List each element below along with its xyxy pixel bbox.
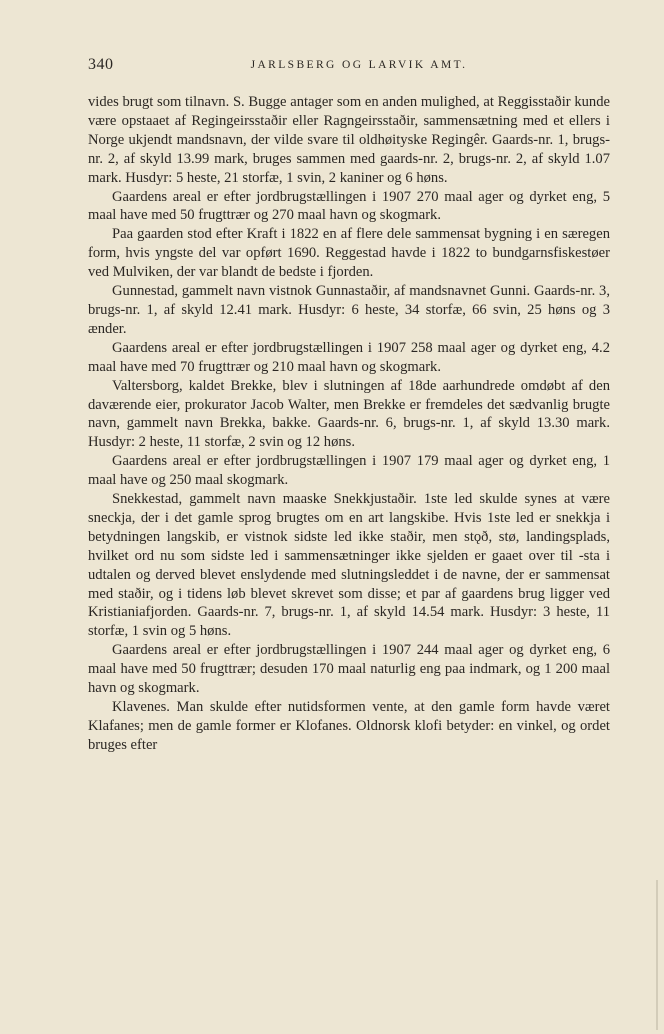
paragraph-snekkestad-area: Gaardens areal er efter jordbrugstællingen i 1907 244 maal ager og dyrket eng, 6 maal have med 50 frugttrær; desuden 170 maal naturlig eng paa indmark, og 1 200 maal havn og skogmark. xyxy=(88,642,610,697)
paragraph-reggestad-area: Gaardens areal er efter jordbrugstællingen i 1907 270 maal ager og dyrket eng, 5 maal have med 50 frugttrær og 270 maal havn og skogmark. xyxy=(88,188,610,224)
page-header xyxy=(88,56,610,80)
paragraph-reggestad-continued: vides brugt som tilnavn. S. Bugge antager som en anden mulighed, at Reggisstaðir kunde være opstaaet af Regingeirsstaðir eller Ragngeirsstaðir, sammensætning med et ellers i Norge ukjendt mandsnavn, der vilde svare til oldhøityske Regingêr. Gaards-nr. 1, brugs-nr. 2, af skyld 13.99 mark, bruges sammen med gaards-nr. 2, brugs-nr. 2, af skyld 1.07 mark. Husdyr: 5 heste, 21 storfæ, 1 svin, 2 kaniner og 6 høns. xyxy=(88,94,610,186)
body-text xyxy=(88,93,610,755)
paragraph-gunnestad: Gunnestad, gammelt navn vistnok Gunnastaðir, af mandsnavnet Gunni. Gaards-nr. 3, brugs-nr. 1, af skyld 12.41 mark. Husdyr: 6 heste, 34 storfæ, 66 svin, 25 høns og 3 ænder. xyxy=(88,283,610,337)
page-number: 340 xyxy=(88,56,114,73)
binding-edge-shadow xyxy=(656,880,658,1030)
paragraph-klavenes: Klavenes. Man skulde efter nutidsformen vente, at den gamle form havde været Klafanes; men de gamle former er Klofanes. Oldnorsk klofi betyder: en vinkel, og ordet bruges efter xyxy=(88,699,610,753)
paragraph-valtersborg: Valtersborg, kaldet Brekke, blev i slutningen af 18de aarhundrede omdøbt af den daværende eier, prokurator Jacob Walter, men Brekke er fremdeles det sædvanlig brugte navn, gammelt navn Brekka, bakke. Gaards-nr. 6, brugs-nr. 1, af skyld 13.30 mark. Husdyr: 2 heste, 11 storfæ, 2 svin og 12 høns. xyxy=(88,377,610,451)
paragraph-snekkestad: Snekkestad, gammelt navn maaske Snekkjustaðir. 1ste led skulde synes at være sneckja, der i det gamle sprog brugtes om en art langskibe. Hvis 1ste led er snekkja i betydningen langskib, er vistnok sidste led ikke staðir, men stǫð, stø, landingsplads, hvilket ord nu som sidste led i sammensætninger ikke sjelden er gaaet over til -sta i udtalen og derved blevet enslydende med slutningsleddet i de navne, der er sammensat med staðir, og i tidens løb blevet skrevet som disse; et par af gaardens brug ligger ved Kristianiafjorden. Gaards-nr. 7, brugs-nr. 1, af skyld 14.54 mark. Husdyr: 3 heste, 11 storfæ, 1 svin og 5 høns. xyxy=(88,491,610,640)
running-title: JARLSBERG OG LARVIK AMT. xyxy=(250,59,468,71)
paragraph-gunnestad-area: Gaardens areal er efter jordbrugstællingen i 1907 258 maal ager og dyrket eng, 4.2 maal have med 70 frugttrær og 210 maal havn og skogmark. xyxy=(88,339,610,375)
paragraph-reggestad-history: Paa gaarden stod efter Kraft i 1822 en af flere dele sammensat bygning i en særegen form, hvis yngste del var opført 1690. Reggestad havde i 1822 to bundgarnsfiskestøer ved Mulviken, der var blandt de bedste i fjorden. xyxy=(88,226,610,281)
paragraph-valtersborg-area: Gaardens areal er efter jordbrugstællingen i 1907 179 maal ager og dyrket eng, 1 maal have og 250 maal skogmark. xyxy=(88,453,610,489)
